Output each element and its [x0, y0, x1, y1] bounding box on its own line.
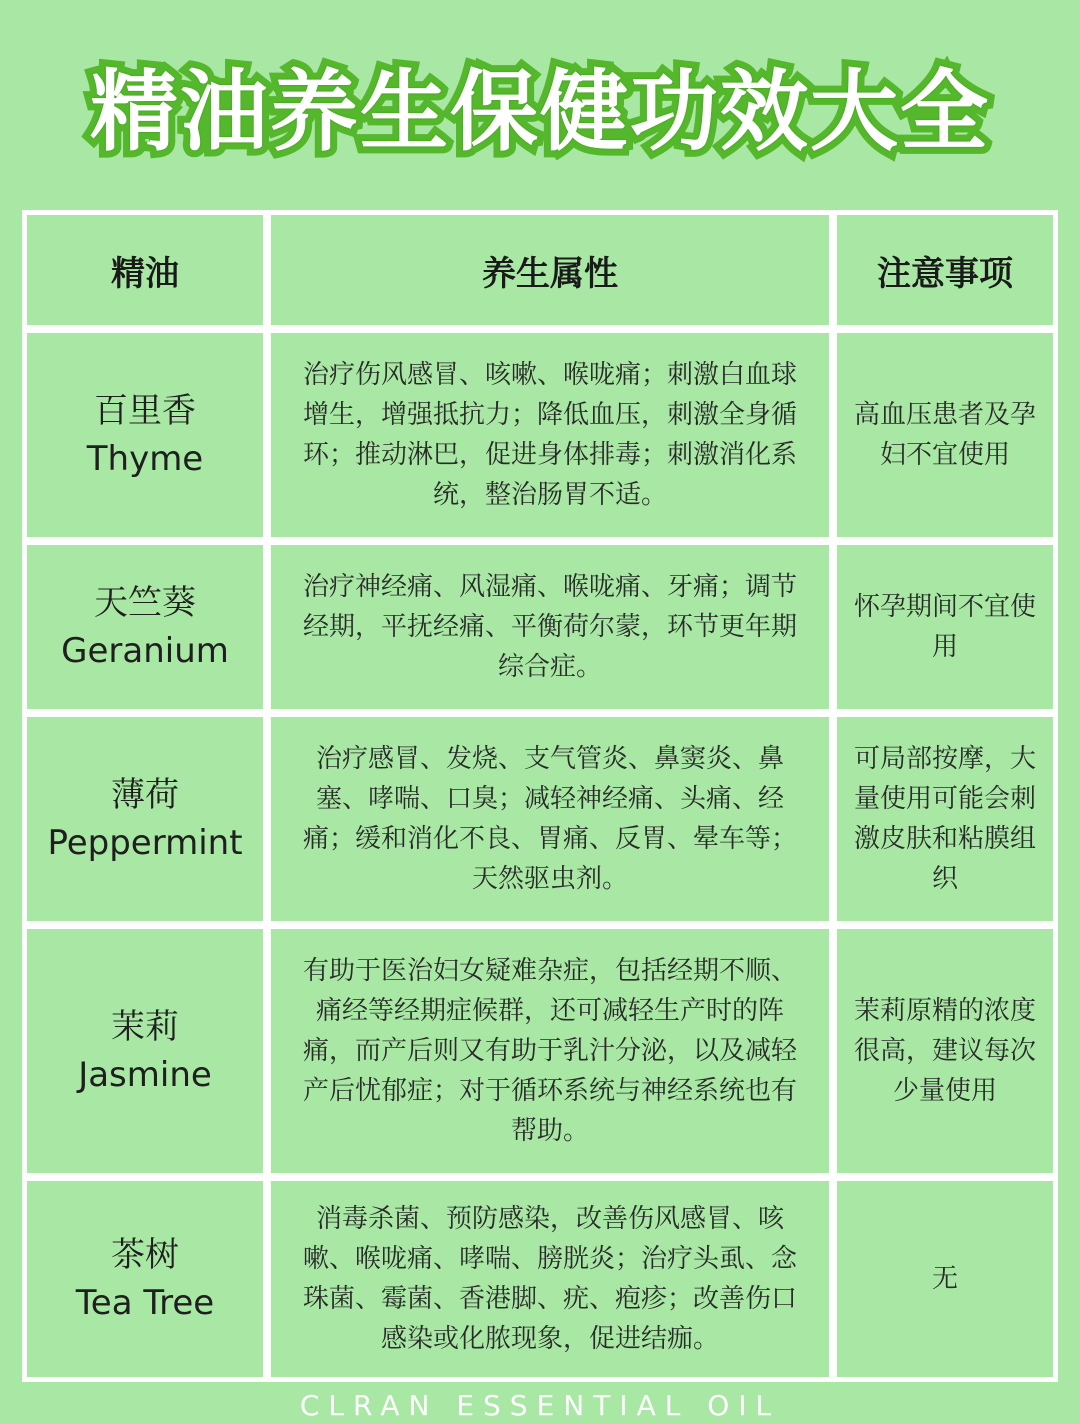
oil-name-cn: 茉莉	[110, 1007, 179, 1047]
oil-name-cn: 茶树	[110, 1235, 179, 1275]
table-row-jasmine	[27, 921, 1053, 1173]
oil-name-en: Thyme	[86, 439, 204, 479]
page-title: 精油养生保健功效大全	[89, 60, 990, 163]
oil-notes: 茉莉原精的浓度很高，建议每次少量使用	[853, 996, 1036, 1106]
oil-name-en: Jasmine	[78, 1055, 212, 1095]
oil-name-cn: 天竺葵	[94, 583, 196, 623]
brand-footer: CLRAN ESSENTIAL OIL	[299, 1389, 781, 1422]
oil-properties: 治疗感冒、发烧、支气管炎、鼻窦炎、鼻塞、哮喘、口臭；减轻神经痛、头痛、经痛；缓和消化不良、胃痛、反胃、晕车等；天然驱虫剂。	[263, 717, 837, 921]
table-row-geranium	[27, 537, 1053, 709]
oil-name-cell	[27, 929, 263, 1173]
oil-name-en: Tea Tree	[75, 1283, 215, 1323]
oil-properties: 有助于医治妇女疑难杂症，包括经期不顺、痛经等经期症候群，还可减轻生产时的阵痛，而产后则又有助于乳汁分泌，以及减轻产后忧郁症；对于循环系统与神经系统也有帮助。	[263, 929, 837, 1173]
oil-properties: 治疗伤风感冒、咳嗽、喉咙痛；刺激白血球增生，增强抵抗力；降低血压，刺激全身循环；推动淋巴，促进身体排毒；刺激消化系统，整治肠胃不适。	[263, 333, 837, 537]
table-row-tea-tree	[27, 1173, 1053, 1377]
oil-name-cell	[27, 1181, 263, 1377]
oil-name-cn: 百里香	[93, 391, 196, 431]
header-properties: 养生属性	[263, 215, 837, 325]
oil-notes: 怀孕期间不宜使用	[853, 592, 1036, 662]
oil-properties: 消毒杀菌、预防感染，改善伤风感冒、咳嗽、喉咙痛、哮喘、膀胱炎；治疗头虱、念珠菌、霉菌、香港脚、疣、疱疹；改善伤口感染或化脓现象，促进结痂。	[263, 1181, 837, 1377]
header-notes: 注意事项	[877, 253, 1013, 294]
oil-name-cell	[27, 545, 263, 709]
oil-name-en: Geranium	[61, 631, 229, 671]
table-header-row	[27, 215, 1053, 325]
oil-name-cell	[27, 333, 263, 537]
oil-table	[22, 210, 1058, 1382]
oil-name-cell	[27, 717, 263, 921]
oil-name-cn: 薄荷	[111, 775, 179, 815]
oil-notes: 高血压患者及孕妇不宜使用	[853, 400, 1036, 470]
oil-notes: 可局部按摩，大量使用可能会刺激皮肤和粘膜组织	[853, 744, 1036, 894]
table-row-thyme	[27, 325, 1053, 537]
oil-properties: 治疗神经痛、风湿痛、喉咙痛、牙痛；调节经期，平抚经痛、平衡荷尔蒙，环节更年期综合症。	[263, 545, 837, 709]
header-oil: 精油	[111, 253, 179, 294]
oil-notes: 无	[931, 1264, 958, 1294]
oil-name-en: Peppermint	[47, 823, 243, 863]
table-row-peppermint	[27, 709, 1053, 921]
